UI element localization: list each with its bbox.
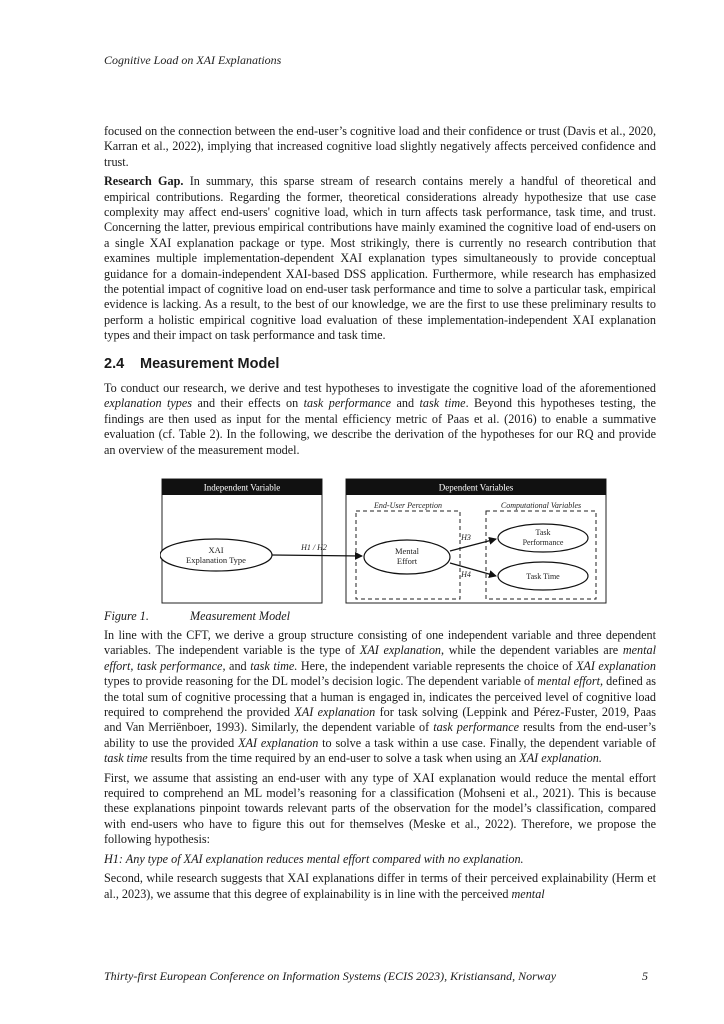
paragraph: First, we assume that assisting an end-user with any type of XAI explanation would reduce the mental effort required to comprehend an ML model’s reasoning for a classification (Mohseni et al., 2021). This is because these explanations pinpoint towards relevant parts of the observation for the model’s classification, compared with end-users who have to figure this out for themselves (Meske et al., 2022). Therefore, we propose the following hypothesis: bbox=[104, 770, 656, 847]
italic-run: mental bbox=[511, 886, 545, 901]
performance-node-label-1: Task bbox=[535, 528, 551, 537]
paragraph-lead: Research Gap. bbox=[104, 174, 184, 189]
italic-run: task performance bbox=[303, 396, 391, 411]
h3-label: H3 bbox=[461, 533, 471, 542]
section-number: 2.4 bbox=[104, 356, 125, 372]
body-text-top bbox=[104, 124, 656, 348]
italic-run: task time. bbox=[250, 658, 298, 673]
running-title: Cognitive Load on XAI Explanations bbox=[104, 53, 282, 67]
mental-node-label-2: Effort bbox=[396, 556, 418, 566]
footer-conference: Thirty-first European Conference on Information Systems (ECIS 2023), Kristiansand, Norway bbox=[104, 969, 557, 983]
independent-header: Independent Variable bbox=[203, 482, 281, 493]
italic-run: explanation types bbox=[104, 396, 193, 411]
figure-caption bbox=[104, 609, 290, 624]
mental-node-label-1: Mental bbox=[394, 546, 420, 556]
italic-run: XAI explanation bbox=[575, 658, 656, 673]
paragraph: focused on the connection between the end-user’s cognitive load and their confidence or trust (Davis et al., 2020, Karran et al., 2022), implying that increased cognitive load slightly negatively affects perceived confidence and trust. bbox=[104, 124, 656, 169]
text-run: , while the dependent variables are bbox=[441, 643, 623, 658]
h1-h2-label: H1 / H2 bbox=[301, 543, 327, 552]
paragraph bbox=[104, 871, 656, 902]
text-run: and bbox=[225, 658, 251, 673]
paragraph bbox=[104, 628, 656, 767]
measurement-model-figure bbox=[160, 477, 608, 607]
italic-run: XAI explanation bbox=[359, 643, 442, 658]
text-run: defined as the total sum of cognitive processing that a human is engaged in, indicates the perceived level of cognitive load required to comprehend the provided bbox=[104, 674, 656, 720]
text-run: for task solving (Leppink and Pérez-Fuster, 2019, Paas and Van Merriënboer, 1993). Similarly, the dependent variable of bbox=[104, 705, 657, 735]
italic-run: XAI explanation bbox=[238, 735, 319, 750]
dependent-header: Dependent Variables bbox=[438, 482, 514, 493]
paragraph-text: In summary, this sparse stream of research contains merely a handful of theoretical and empirical contributions. Regarding the former, theoretical considerations already hypothesize that use case complexity may affect end-users' cognitive load, which in turn affects task performance, task time, and trust. Concerning the latter, previous empirical contributions have mainly examined the cognitive load of end-users on a single XAI explanation package or type. Most strikingly, there is currently no research contribution that examines multiple implementation-dependent XAI explanation types simultaneously to provide conceptual guidance for a domain-independent XAI-based DSS application. Furthermore, while research has emphasized the potential impact of cognitive load on end-user task performance and time to solve a particular task, empirical evidence is lacking. As a result, to the best of our knowledge, we are the first to use these preliminary results to perform a holistic empirical cognitive load evaluation of these implementation-independent XAI explanation types and their impact on task performance and task time. bbox=[104, 174, 657, 343]
italic-run: XAI explanation bbox=[294, 705, 376, 720]
text-run: and their effects on bbox=[192, 396, 304, 411]
paragraph bbox=[104, 381, 656, 458]
text-run: In line with the CFT, we derive a group structure consisting of one independent variable and three dependent variables. The independent variable is the type of bbox=[104, 628, 656, 658]
perception-label: End-User Perception bbox=[374, 501, 442, 510]
text-run: and bbox=[391, 396, 420, 411]
caption-label: Figure 1. bbox=[104, 609, 149, 623]
italic-run: XAI explanation. bbox=[519, 751, 602, 766]
body-text-bottom bbox=[104, 628, 656, 906]
text-run: to solve a task within a use case. Finally, the dependent variable of bbox=[318, 735, 656, 750]
italic-run: task time bbox=[419, 396, 466, 411]
task-time-node-label: Task Time bbox=[526, 572, 560, 581]
paragraph-research-gap bbox=[104, 174, 656, 343]
italic-run: mental effort, task performance, bbox=[104, 643, 656, 673]
body-text-section bbox=[104, 381, 656, 458]
h4-label: H4 bbox=[461, 570, 471, 579]
text-run: types to provide reasoning for the DL model’s decision logic. The dependent variable of bbox=[104, 674, 538, 689]
italic-run: task performance bbox=[433, 720, 520, 735]
caption-text: Measurement Model bbox=[190, 609, 291, 623]
italic-run: mental effort, bbox=[537, 674, 604, 689]
text-run: results from the end-user’s ability to use the provided bbox=[104, 720, 656, 750]
computational-label: Computational Variables bbox=[500, 501, 582, 510]
section-title: Measurement Model bbox=[140, 356, 280, 372]
text-run: results from the time required by an end-user to solve a task when using an bbox=[147, 751, 520, 766]
italic-run: task time bbox=[104, 751, 148, 766]
xai-node-label-1: XAI bbox=[208, 545, 224, 555]
hypothesis-h1: H1: Any type of XAI explanation reduces mental effort compared with no explanation. bbox=[104, 851, 524, 866]
text-run: . Beyond this hypotheses testing, the findings are then used as input for the mental efficiency metric of Paas et al. (2016) to enable a summative evaluation (cf. Table 2). In the following, we describe the derivation of the hypotheses for our RQ and provide an overview of the measurement model. bbox=[104, 396, 656, 457]
performance-node-label-2: Performance bbox=[522, 538, 564, 547]
text-run: To conduct our research, we derive and test hypotheses to investigate the cognitive load of the aforementioned bbox=[104, 381, 656, 395]
text-run: Second, while research suggests that XAI explanations differ in terms of their perceived explainability (Herm et al., 2023), we assume that this degree of explainability is in line with the perceived bbox=[104, 871, 656, 901]
page-number: 5 bbox=[642, 969, 648, 983]
text-run: Here, the independent variable represents the choice of bbox=[297, 658, 576, 673]
section-heading bbox=[104, 356, 279, 372]
xai-node-label-2: Explanation Type bbox=[186, 555, 246, 565]
